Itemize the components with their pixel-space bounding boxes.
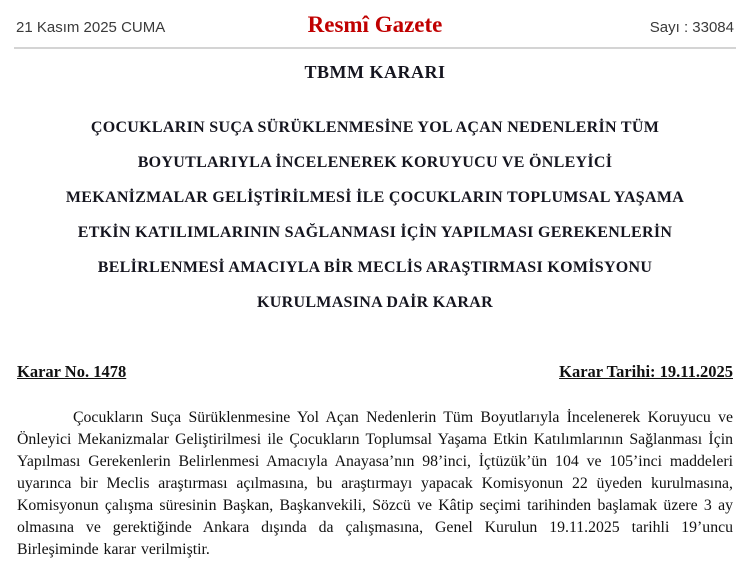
gazette-name: Resmî Gazete [307, 12, 443, 37]
gazette-header [0, 0, 750, 38]
gazette-date: 21 Kasım 2025 CUMA [16, 19, 166, 36]
decision-body-paragraph: Çocukların Suça Sürüklenmesine Yol Açan Nedenlerin Tüm Boyutlarıyla İncelenerek Koruyucu ve Önleyici Mekanizmalar Geliştirilmesi ile Çocukların Toplumsal Yaşama Etkin Katılımlarının Sağlanması İçin Yapılması Gerekenlerin Belirlenmesi Amacıyla Anayasa’nın 98’inci, İçtüzük’ün 104 ve 105’inci maddeleri uyarınca bir Meclis araştırması açılmasına, bu araştırmayı yapacak Komisyonun 22 üyeden kurulmasına, Komisyonun çalışma süresinin Başkan, Başkanvekili, Sözcü ve Kâtip seçimi tarihinden başlamak üzere 3 ay olmasına ve gerektiğinde Ankara dışında da çalışmasına, Genel Kurulun 19.11.2025 tarihli 19’uncu Birleşiminde karar verilmiştir. [17, 409, 733, 558]
header-divider [14, 47, 736, 49]
decision-title-line: BELİRLENMESİ AMACIYLA BİR MECLİS ARAŞTIRMASI KOMİSYONU [97, 259, 653, 276]
decision-title-line: BOYUTLARIYLA İNCELENEREK KORUYUCU VE ÖNLEYİCİ [137, 154, 613, 171]
decision-meta-row [17, 362, 733, 382]
decision-title-line: ÇOCUKLARIN SUÇA SÜRÜKLENMESİNE YOL AÇAN NEDENLERİN TÜM [90, 119, 660, 136]
gazette-issue-number: Sayı : 33084 [649, 19, 734, 36]
decision-title-line: KURULMASINA DAİR KARAR [257, 294, 493, 311]
decision-title-line: MEKANİZMALAR GELİŞTİRİLMESİ İLE ÇOCUKLARIN TOPLUMSAL YAŞAMA [65, 189, 685, 206]
decision-date: Karar Tarihi: 19.11.2025 [559, 362, 733, 381]
decision-title [30, 110, 720, 320]
decision-title-line: ETKİN KATILIMLARININ SAĞLANMASI İÇİN YAPILMASI GEREKENLERİN [77, 224, 673, 241]
tbmm-karari-heading: TBMM KARARI [304, 62, 446, 82]
decision-number: Karar No. 1478 [17, 362, 127, 381]
